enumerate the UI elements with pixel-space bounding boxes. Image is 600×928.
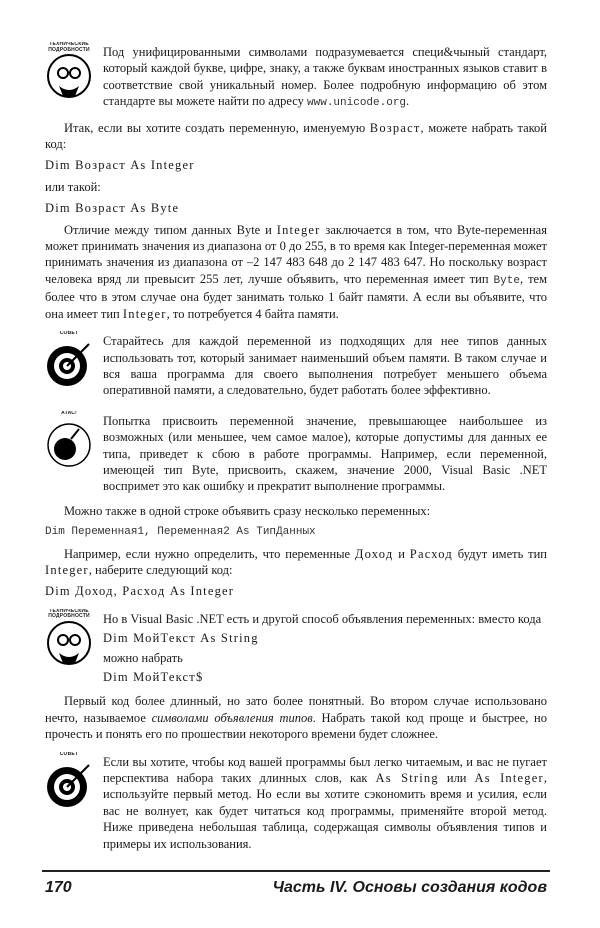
code-line: Dim Доход, Расход As Integer <box>45 584 235 599</box>
technical-details-glyph <box>45 53 93 99</box>
warning-bomb-glyph <box>45 422 93 468</box>
code-line: Dim МойТекст$ <box>103 670 204 684</box>
note-text: Попытка присвоить переменной значение, превышающее наибольшее из возможных (или меньшее, чем самое малое), которые допустимы для данных ее типа, приведет к сбою в работе программы. Например, если переменной, имеющей тип Byte, присвоить, скажем, значение 2000, Visual Basic .NET воспримет это как ошибку и прекратит выполнение программы. <box>103 413 547 494</box>
text: заключается в том, что Byte-переменная может принимать значения из диапазона от 0 до 255, в то время как Integer-переменная может принимать значения из диапазона от –2 147 483 648 до 2 147 483 647. Но поскольку возраст человека вряд ли превысит 255 лет, лучше объявить, что переменная имеет тип <box>45 222 547 286</box>
inline-code: Возраст <box>369 120 421 135</box>
part-title: Часть IV. Основы создания кодов <box>272 879 547 897</box>
text: Первый код более длинный, но зато более понятный. Во втором случае использовано нечто, называемое <box>45 694 547 725</box>
technical-note-unicode <box>45 44 547 112</box>
document-page <box>45 0 547 928</box>
unicode-url: www.unicode.org <box>307 97 407 110</box>
inline-code: Integer <box>122 306 167 321</box>
tip-target-icon <box>45 752 93 809</box>
page-footer <box>45 860 547 928</box>
note-text-end: . <box>406 94 410 109</box>
icon-label: СОВЕТ <box>59 331 79 337</box>
technical-note-type-chars <box>45 608 547 686</box>
text: Например, если нужно определить, что переменные <box>64 546 355 561</box>
tip-target-glyph <box>45 763 93 809</box>
inline-code: Byte <box>493 274 520 287</box>
footer-row <box>45 878 547 928</box>
tip-target-glyph <box>45 342 93 388</box>
inline-code: As Integer <box>474 771 544 786</box>
tip-memory <box>45 333 547 399</box>
text: можно набрать <box>103 650 183 665</box>
text: Если вы хотите, чтобы код вашей программы был легко читаемым, и вас не пугает перспектива набора таких длинных слов, как <box>103 754 547 786</box>
technical-details-icon <box>45 42 93 99</box>
note-text: Старайтесь для каждой переменной из подходящих для нее типов данных использовать тот, который занимает наименьший объем памяти. В таком случае и вся ваша программа для своего выполнения потребует меньшего объема оперативной памяти, а следовательно, будет работать более эффективно. <box>103 334 547 398</box>
paragraph-intro <box>45 120 547 153</box>
text: , используйте первый метод. Но если вы хотите сэкономить время и усилия, если вас не волнует, как будет читаться код программы, применяйте второй метод. Ниже приведена небольшая таблица, содержащая символы объявления типов и примеры их использования. <box>103 771 547 851</box>
text: и <box>393 546 410 561</box>
paragraph-byte-integer <box>45 222 547 322</box>
icon-label: АТАС! <box>61 410 77 416</box>
emphasis: символами объявления типов <box>151 710 313 725</box>
text-line: или такой: <box>45 179 101 194</box>
text: . Набрать такой код проще и быстрее, но прочесть и понять его по прошествии некоторого времени будет сложнее. <box>45 710 547 742</box>
text: , то потребуется 4 байта памяти. <box>166 306 339 321</box>
icon-label: СОВЕТ <box>59 751 79 757</box>
tip-readability <box>45 751 547 852</box>
inline-code: Integer <box>45 562 89 577</box>
text: Отличие между типом данных Byte и <box>64 222 277 237</box>
code-line: Dim МойТекст As String <box>103 631 259 646</box>
technical-details-icon <box>45 609 93 666</box>
text: , можете набрать такой код: <box>45 120 547 152</box>
inline-code: Integer <box>276 222 321 237</box>
inline-code: As String <box>375 771 439 786</box>
text: Но в Visual Basic .NET есть и другой способ объявления переменных: вместо кода <box>103 611 542 626</box>
text: Итак, если вы хотите создать переменную, именуемую <box>64 120 370 135</box>
tip-target-icon <box>45 331 93 388</box>
icon-label: ТЕХНИЧЕСКИЕ ПОДРОБНОСТИ <box>48 608 90 620</box>
icon-label: ТЕХНИЧЕСКИЕ ПОДРОБНОСТИ <box>48 42 90 53</box>
paragraph-multiple: Можно также в одной строке объявить сразу несколько переменных: <box>64 503 431 518</box>
footer-rule <box>42 870 550 872</box>
text: или <box>438 771 475 786</box>
note-text: Под унифицированными символами подразумевается специ&чыный стандарт, который каждой букве, цифре, знаку, а также буквам иностранных языков ставит в соответствие свой уникальный номер. Более подробную информацию об этом стандарте вы можете найти по адресу <box>103 45 547 109</box>
code-line: Dim Возраст As Integer <box>45 158 195 173</box>
text: будут иметь тип <box>452 546 547 561</box>
page-number: 170 <box>45 879 72 897</box>
text: , наберите следующий код: <box>88 562 233 577</box>
text: , тем более что в этом случае она будет занимать только 1 байт памяти. А если вы объявите, что она имеет тип <box>45 271 547 321</box>
warning-overflow <box>45 410 547 495</box>
paragraph-example <box>45 546 547 579</box>
warning-bomb-icon <box>45 411 93 468</box>
inline-code: Доход <box>354 546 394 561</box>
code-line: Dim Возраст As Byte <box>45 201 180 216</box>
inline-code: Расход <box>409 546 453 561</box>
technical-details-glyph <box>45 620 93 666</box>
code-line: Dim Переменная1, Переменная2 As ТипДанных <box>45 526 316 539</box>
paragraph-comparison <box>45 693 547 742</box>
